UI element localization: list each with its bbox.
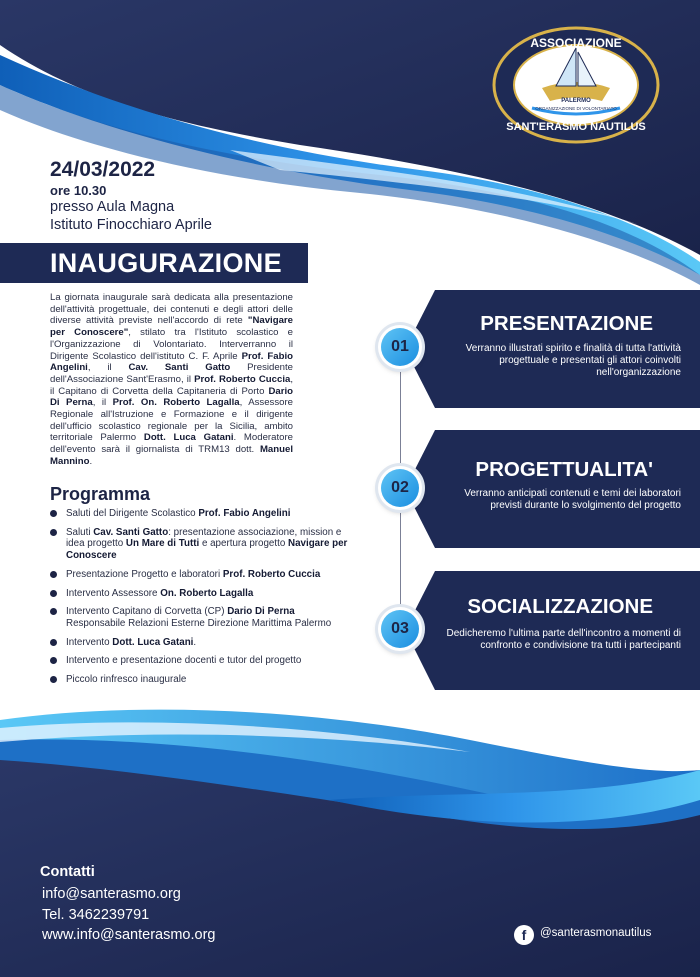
program-item-bold: Prof. Fabio Angelini <box>198 508 291 519</box>
intro-paragraph <box>50 292 293 468</box>
program-item-bold: Cav. Santi Gatto <box>93 526 169 538</box>
program-item <box>50 655 350 667</box>
step-02-text: Verranno anticipati contenuti e temi dei laboratori previsti durante lo svolgimento del progetto <box>464 488 681 512</box>
program-title: Programma <box>50 484 151 504</box>
intro-text: . <box>89 455 93 467</box>
program-item <box>50 606 350 629</box>
event-time: ore 10.30 <box>50 183 107 198</box>
program-item <box>50 674 350 686</box>
bullet-icon <box>50 676 57 683</box>
facebook-icon[interactable]: f <box>514 925 534 945</box>
association-logo <box>492 26 660 144</box>
intro-text: , Assessore Regionale all'Istruzione e Formazione e il dirigente dell'ufficio scolastico regionale per la Sicilia, ambito territoriale Palermo <box>50 397 293 444</box>
intro-bold: Cav. Santi Gatto <box>128 362 231 374</box>
intro-text: . Moderatore dell'evento sarà il giornalista di TRM13 dott. <box>50 432 293 456</box>
intro-text: , il <box>87 362 129 374</box>
logo-bottom-text: SANT'ERASMO NAUTILUS <box>506 121 646 133</box>
program-item-bold: On. Roberto Lagalla <box>160 587 254 599</box>
intro-text: , stilato tra l'Istituto scolastico e l'Organizzazione di Volontariato. Interverranno il Dirigente Scolastico dell'istituto C. F. Aprile <box>50 327 294 362</box>
bullet-icon <box>50 657 57 664</box>
logo-city: PALERMO <box>561 98 591 104</box>
bullet-icon <box>50 590 57 597</box>
intro-bold: Dario Di Perna <box>50 385 293 409</box>
facebook-handle-link[interactable]: @santerasmonautilus <box>540 927 652 939</box>
program-item-text: Intervento <box>66 636 113 648</box>
intro-text: , il Capitano di Corvetta della Capitaneria di Porto <box>50 373 293 397</box>
intro-bold: Prof. Roberto Cuccia <box>194 373 291 385</box>
intro-text: La giornata inaugurale sarà dedicata alla presentazione dell'attività progettuale, dei contenuti e degli attori delle diverse attività previste nell'accordo di rete <box>50 292 293 327</box>
program-item-text: : presentazione associazione, mission e idea progetto <box>66 526 342 550</box>
program-item-text: Piccolo rinfresco inaugurale <box>66 674 187 686</box>
contact-phone: Tel. 3462239791 <box>42 907 150 923</box>
step-number: 01 <box>381 328 419 366</box>
step-03-text: Dedicheremo l'ultima parte dell'incontro a momenti di confronto e condivisione tra tutti i partecipanti <box>446 628 681 652</box>
contacts-title: Contatti <box>40 864 95 880</box>
step-number: 02 <box>381 469 419 507</box>
program-item <box>50 569 350 581</box>
program-item <box>50 527 350 562</box>
program-item-text: Saluti <box>66 526 94 538</box>
contact-email-link[interactable]: info@santerasmo.org <box>42 886 181 902</box>
step-03-title: SOCIALIZZAZIONE <box>467 595 653 618</box>
event-place-line2: Istituto Finocchiaro Aprile <box>50 217 212 233</box>
bullet-icon <box>50 608 57 615</box>
program-item-text: Saluti del Dirigente Scolastico <box>66 508 199 519</box>
program-item-text: Intervento Assessore <box>66 587 161 599</box>
page-title: INAUGURAZIONE <box>50 248 282 278</box>
intro-bold: "Navigare per Conoscere" <box>50 315 293 339</box>
event-place-line1: presso Aula Magna <box>50 199 175 215</box>
step-01-text: Verranno illustrati spirito e finalità di tutta l'attività progettuale e presentati gli attori coinvolti nell'organizzazione <box>465 343 681 379</box>
intro-bold: Prof. On. Roberto Lagalla <box>112 397 240 409</box>
bullet-icon <box>50 529 57 536</box>
intro-text: , il <box>92 397 113 409</box>
program-item-text: Presentazione Progetto e laboratori <box>66 568 223 580</box>
step-02-title: PROGETTUALITA' <box>475 458 653 481</box>
event-date: 24/03/2022 <box>50 158 156 181</box>
program-item-text: Intervento e presentazione docenti e tutor del progetto <box>66 655 302 667</box>
bullet-icon <box>50 571 57 578</box>
program-item-bold: Dott. Luca Gatani <box>112 636 194 648</box>
program-item-bold: Dario Di Perna <box>227 606 295 618</box>
program-item-text: Responsabile Relazioni Esterne Direzione Marittima Palermo <box>66 617 332 629</box>
intro-bold: Manuel Mannino <box>50 444 293 467</box>
program-item <box>50 637 350 649</box>
program-item-bold: Un Mare di Tutti <box>125 538 200 550</box>
intro-text: Presidente dell'Associazione Sant'Erasmo, il <box>50 362 294 385</box>
program-item-bold: Prof. Roberto Cuccia <box>222 568 321 580</box>
program-item-text: Intervento Capitano di Corvetta (CP) <box>66 606 228 618</box>
program-item-text: e apertura progetto <box>199 538 288 550</box>
bullet-icon <box>50 510 57 517</box>
logo-top-text: ASSOCIAZIONE <box>530 36 622 50</box>
program-item <box>50 508 350 520</box>
program-item-bold: Navigare per Conoscere <box>66 538 348 561</box>
step-number: 03 <box>381 610 419 648</box>
contact-website-link[interactable]: www.info@santerasmo.org <box>42 927 216 943</box>
step-01-title: PRESENTAZIONE <box>480 312 653 335</box>
bullet-icon <box>50 639 57 646</box>
program-item <box>50 588 350 600</box>
program-list <box>50 508 350 693</box>
intro-bold: Prof. Fabio Angelini <box>50 350 293 374</box>
program-item-text: . <box>193 636 197 648</box>
logo-subtitle: ORGANIZZAZIONE DI VOLONTARIATO <box>535 106 617 111</box>
intro-bold: Dott. Luca Gatani <box>143 432 234 444</box>
